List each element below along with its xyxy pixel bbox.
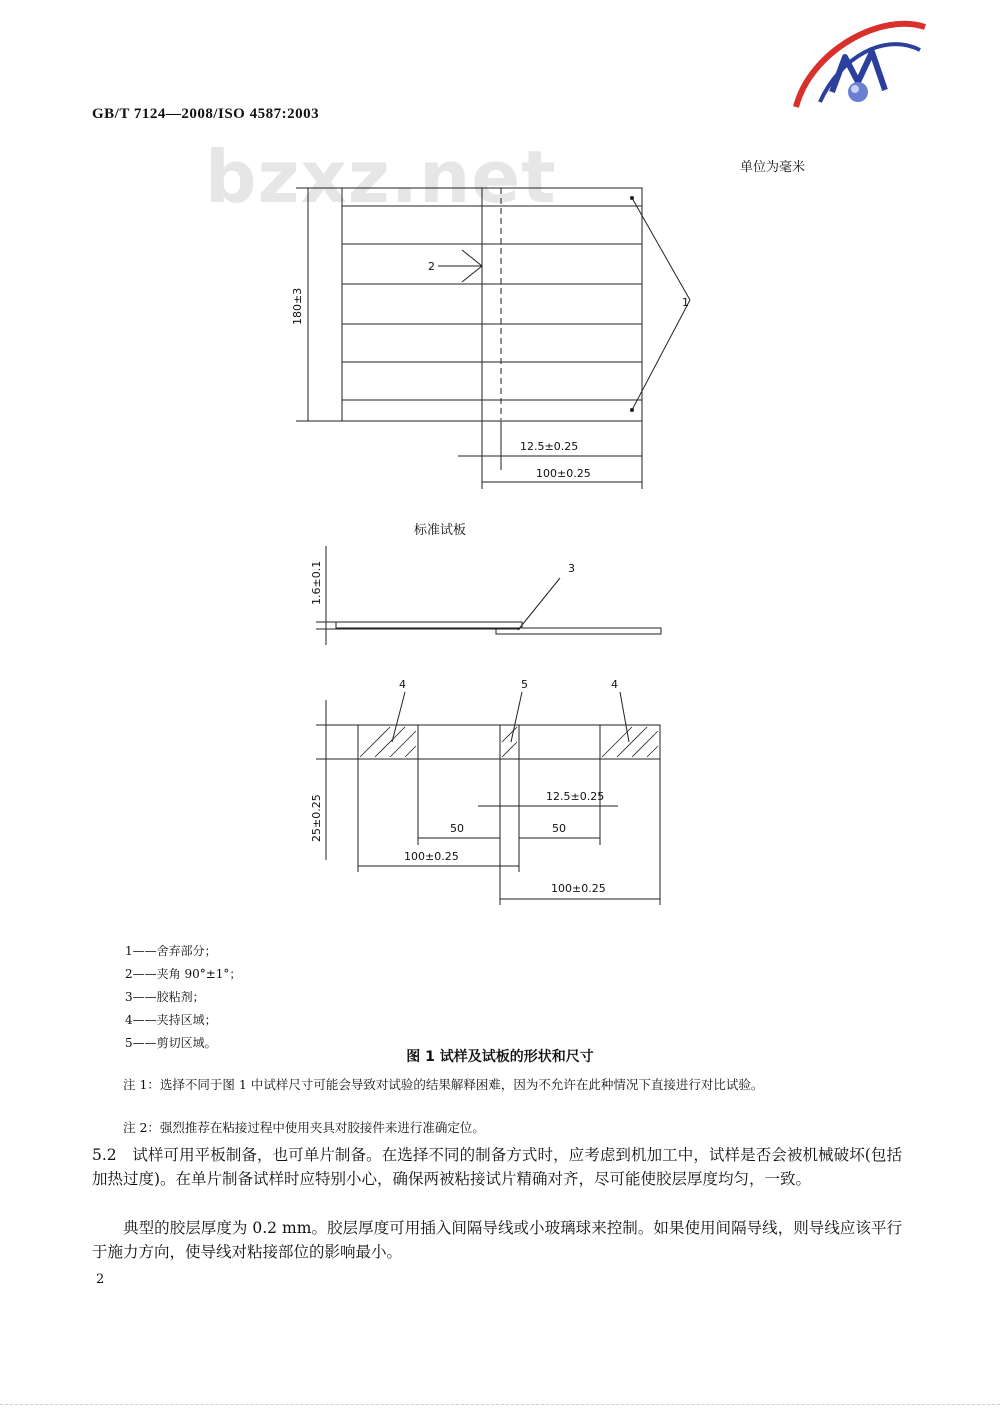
dim-right-50: 50 — [552, 822, 566, 835]
callout-1: 1 — [682, 296, 689, 309]
legend-item: 3——胶粘剂； — [125, 990, 205, 1004]
callout-4-right: 4 — [611, 678, 618, 691]
figure-title: 图 1 试样及试板的形状和尺寸 — [406, 1049, 594, 1065]
std-plate-label: 标准试板 — [414, 523, 467, 538]
dim-specimen-width: 25±0.25 — [310, 794, 323, 842]
test-plate-outline — [342, 188, 642, 421]
dim-left-length: 100±0.25 — [404, 850, 459, 863]
watermark: bzxz.net — [205, 135, 557, 219]
callout-2: 2 — [428, 260, 435, 273]
callout-4-left: 4 — [399, 678, 406, 691]
dim-overlap: 12.5±0.25 — [546, 790, 605, 803]
legend-item: 5——剪切区域。 — [125, 1036, 217, 1050]
legend-item: 2——夹角 90°±1°； — [125, 967, 242, 981]
note-2: 注 2：强烈推荐在粘接过程中使用夹具对胶接件来进行准确定位。 — [123, 1120, 485, 1135]
callout-3: 3 — [568, 562, 575, 575]
legend-item: 1——舍弃部分； — [125, 944, 217, 958]
dim-offset: 12.5±0.25 — [520, 440, 579, 453]
dim-thickness: 1.6±0.1 — [310, 560, 323, 605]
unit-note: 单位为毫米 — [740, 160, 806, 175]
paragraph-5-2: 5.2 试样可用平板制备，也可单片制备。在选择不同的制备方式时，应考虑到机加工中，试样是否会被机械破坏(包括加热过度)。在单片制备试样时应特别小心，确保两被粘接试片精确对齐，尽可能使胶层厚度均匀，一致。 — [92, 1146, 902, 1188]
dim-width: 100±0.25 — [536, 467, 591, 480]
dim-height: 180±3 — [291, 287, 304, 325]
specimen-outline — [358, 725, 660, 759]
paragraph-thickness: 典型的胶层厚度为 0.2 mm。胶层厚度可用插入间隔导线或小玻璃球来控制。如果使用间隔导线，则导线应该平行于施力方向，使导线对粘接部位的影响最小。 — [92, 1219, 902, 1261]
standard-header: GB/T 7124—2008/ISO 4587:2003 — [92, 106, 320, 122]
note-1: 注 1：选择不同于图 1 中试样尺寸可能会导致对试验的结果解释困难，因为不允许在此种情况下直接进行对比试验。 — [123, 1077, 764, 1092]
legend — [125, 940, 241, 1055]
legend-item: 4——夹持区域； — [125, 1013, 217, 1027]
page-divider — [0, 1404, 1000, 1406]
dim-left-50: 50 — [450, 822, 464, 835]
page-number: 2 — [96, 1272, 105, 1287]
callout-5: 5 — [521, 678, 528, 691]
dim-right-length: 100±0.25 — [551, 882, 606, 895]
